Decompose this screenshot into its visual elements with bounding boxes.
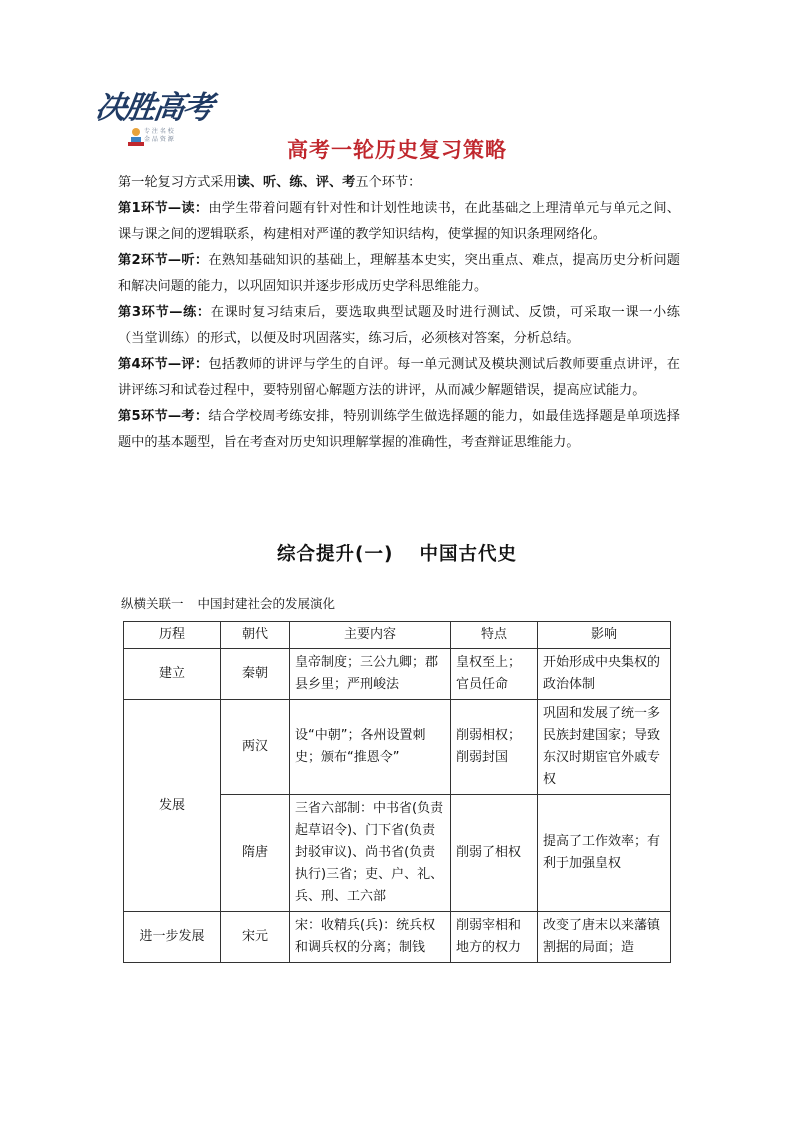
impact-cell: 巩固和发展了统一多民族封建国家；导致东汉时期宦官外戚专权 [538,700,671,795]
feature-cell: 削弱相权；削弱封国 [451,700,538,795]
step-paragraph: 第5环节—考：结合学校周考练安排，特别训练学生做选择题的能力，如最佳选择题是单项选择题中的基本题型，旨在考查对历史知识理解掌握的准确性，考查辩证思维能力。 [118,409,680,450]
dynasty-cell: 两汉 [221,700,290,795]
stage-cell: 发展 [124,700,221,912]
content-cell: 三省六部制：中书省(负责起草诏令)、门下省(负责封驳审议)、尚书省(负责执行)三省；吏、户、礼、兵、刑、工六部 [290,795,451,912]
column-header: 朝代 [221,622,290,649]
content-cell: 设“中朝”；各州设置刺史；颁布“推恩令” [290,700,451,795]
dynasty-cell: 秦朝 [221,649,290,700]
impact-cell: 改变了唐末以来藩镇割据的局面；造 [538,912,671,963]
step-paragraph: 第3环节—练：在课时复习结束后，要选取典型试题及时进行测试、反馈，可采取一课一小练（当堂训练）的形式，以便及时巩固落实，练习后，必须核对答案，分析总结。 [118,305,680,346]
column-header: 特点 [451,622,538,649]
document-title: 高考一轮历史复习策略 [287,138,507,162]
stage-cell: 建立 [124,649,221,700]
feature-cell: 削弱了相权 [451,795,538,912]
step-paragraph: 第4环节—评：包括教师的讲评与学生的自评。每一单元测试及模块测试后教师要重点讲评，在讲评练习和试卷过程中，要特别留心解题方法的讲评，从而减少解题错误，提高应试能力。 [118,357,680,398]
feature-cell: 削弱宰相和地方的权力 [451,912,538,963]
logo-tagline: 专 注 名 校 金 品 资 源 [144,128,174,143]
intro-paragraph: 第一轮复习方式采用读、听、练、评、考五个环节： [118,175,422,190]
column-header: 主要内容 [290,622,451,649]
table-row [124,700,671,795]
impact-cell: 开始形成中央集权的政治体制 [538,649,671,700]
subsection-heading: 纵横关联一 中国封建社会的发展演化 [121,596,336,611]
table-row [124,912,671,963]
content-cell: 宋：收精兵(兵)：统兵权和调兵权的分离；制钱 [290,912,451,963]
column-header: 历程 [124,622,221,649]
step-paragraph: 第2环节—听：在熟知基础知识的基础上，理解基本史实，突出重点、难点，提高历史分析问题和解决问题的能力，以巩固知识并逐步形成历史学科思维能力。 [118,253,680,294]
content-cell: 皇帝制度；三公九卿；郡县乡里；严刑峻法 [290,649,451,700]
dynasty-cell: 宋元 [221,912,290,963]
history-table [123,621,671,963]
column-header: 影响 [538,622,671,649]
logo-text: 决胜高考 [92,90,215,126]
table-header-row [124,622,671,649]
stage-cell: 进一步发展 [124,912,221,963]
step-paragraph: 第1环节—读：由学生带着问题有针对性和计划性地读书，在此基础之上理清单元与单元之间、课与课之间的逻辑联系，构建相对严谨的教学知识结构，使掌握的知识条理网络化。 [118,201,680,242]
impact-cell: 提高了工作效率；有利于加强皇权 [538,795,671,912]
section-heading: 综合提升(一) 中国古代史 [277,544,517,565]
strategy-text [118,170,680,456]
dynasty-cell: 隋唐 [221,795,290,912]
table-row [124,649,671,700]
feature-cell: 皇权至上；官员任命 [451,649,538,700]
